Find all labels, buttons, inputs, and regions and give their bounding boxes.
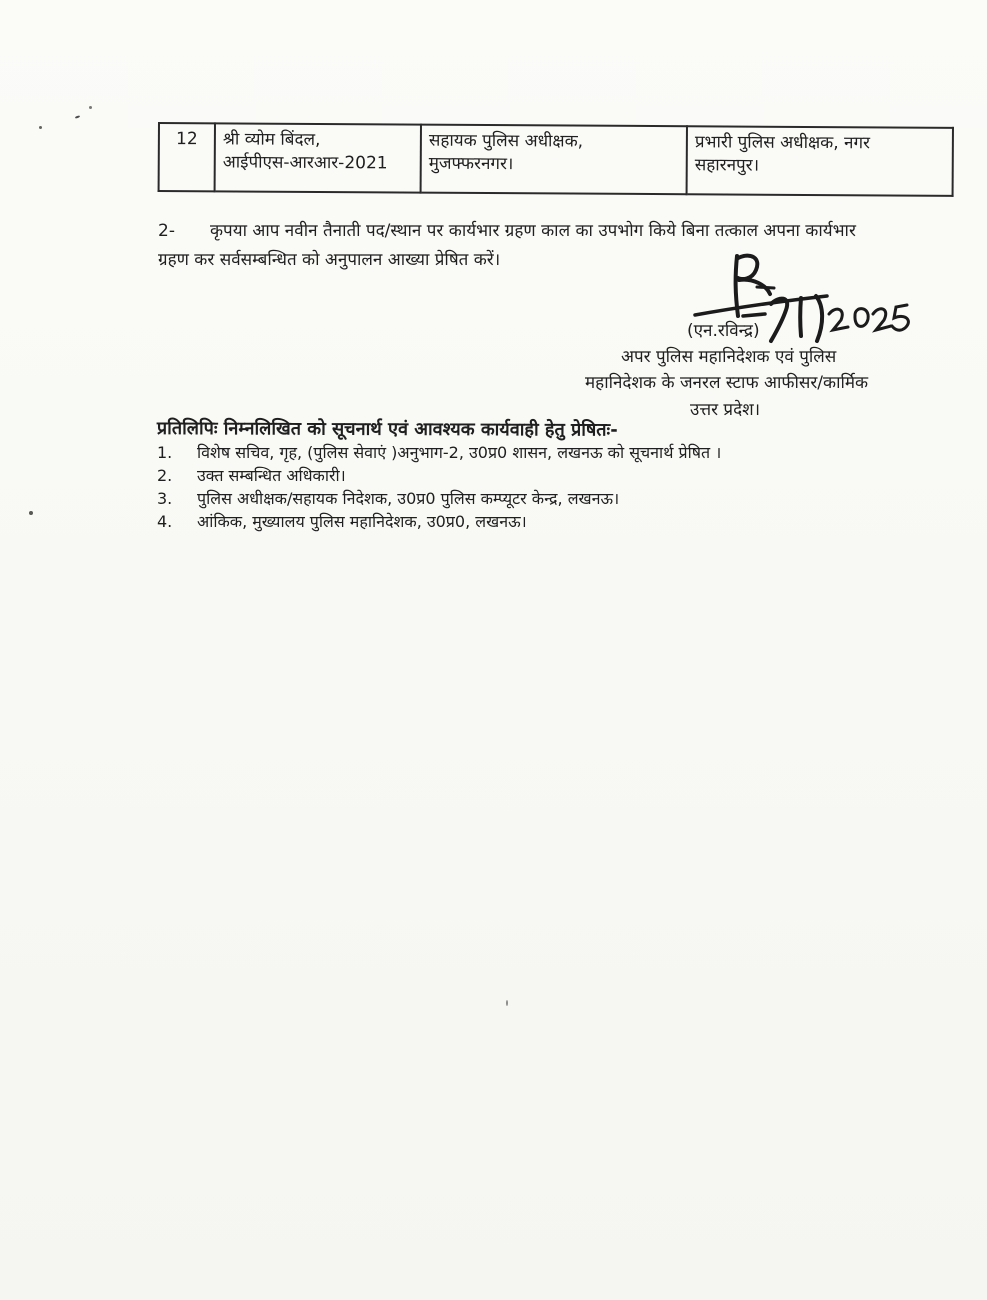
copy-list bbox=[157, 441, 857, 533]
scan-speck bbox=[89, 106, 92, 109]
list-item-text: विशेष सचिव, गृह, (पुलिस सेवाएं )अनुभाग-2, उ0प्र0 शासन, लखनऊ को सूचनार्थ प्रेषित । bbox=[197, 443, 722, 462]
current-post-line1: सहायक पुलिस अधीक्षक, bbox=[428, 130, 584, 152]
officer-name-line1: श्री व्योम बिंदल, bbox=[222, 129, 321, 150]
posting-table-grid bbox=[158, 122, 954, 197]
scan-speck bbox=[506, 1000, 508, 1006]
paragraph-line1: कृपया आप नवीन तैनाती पद/स्थान पर कार्यभार ग्रहण काल का उपभोग किये बिना तत्काल अपना कार्यभार bbox=[210, 221, 856, 241]
current-post-cell bbox=[421, 125, 687, 195]
list-item-text: आंकिक, मुख्यालय पुलिस महानिदेशक, उ0प्र0, लखनऊ। bbox=[197, 512, 527, 531]
serial-cell bbox=[159, 123, 215, 191]
list-item-number: 1. bbox=[157, 443, 173, 462]
paragraph-number: 2- bbox=[158, 221, 175, 241]
list-item-text: पुलिस अधीक्षक/सहायक निदेशक, उ0प्र0 पुलिस कम्प्यूटर केन्द्र, लखनऊ। bbox=[197, 489, 620, 508]
list-item bbox=[157, 487, 857, 510]
current-post-line2: मुजफ्फरनगर। bbox=[428, 153, 514, 175]
officer-name-cell bbox=[215, 123, 421, 192]
paragraph-line2: ग्रहण कर सर्वसम्बन्धित को अनुपालन आख्या प्रेषित करें। bbox=[158, 250, 501, 270]
posting-table bbox=[158, 122, 888, 192]
scan-speck bbox=[75, 115, 80, 119]
list-item-number: 3. bbox=[157, 489, 173, 508]
officer-name-line2: आईपीएस-आरआर-2021 bbox=[222, 152, 388, 174]
list-item-number: 2. bbox=[157, 466, 173, 485]
scan-speck bbox=[39, 126, 42, 129]
designation-line2: महानिदेशक के जनरल स्टाफ आफीसर/कार्मिक bbox=[585, 373, 869, 393]
officer-name: (एन.रविन्द्र) bbox=[687, 321, 760, 341]
designation-line3: उत्तर प्रदेश। bbox=[690, 400, 761, 420]
copy-list-heading: प्रतिलिपिः निम्नलिखित को सूचनार्थ एवं आवश्यक कार्यवाही हेतु प्रेषितः- bbox=[156, 418, 618, 441]
list-item-number: 4. bbox=[157, 512, 173, 531]
serial-number: 12 bbox=[176, 129, 198, 150]
list-item bbox=[157, 464, 857, 487]
scan-speck bbox=[29, 511, 33, 515]
list-item bbox=[157, 441, 857, 464]
new-post-line1: प्रभारी पुलिस अधीक्षक, नगर bbox=[694, 132, 871, 154]
list-item-text: उक्त सम्बन्धित अधिकारी। bbox=[197, 466, 346, 485]
table-row bbox=[159, 123, 953, 196]
designation-line1: अपर पुलिस महानिदेशक एवं पुलिस bbox=[621, 347, 837, 367]
new-post-cell bbox=[687, 126, 953, 196]
new-post-line2: सहारनपुर। bbox=[694, 155, 760, 176]
list-item bbox=[157, 510, 857, 533]
